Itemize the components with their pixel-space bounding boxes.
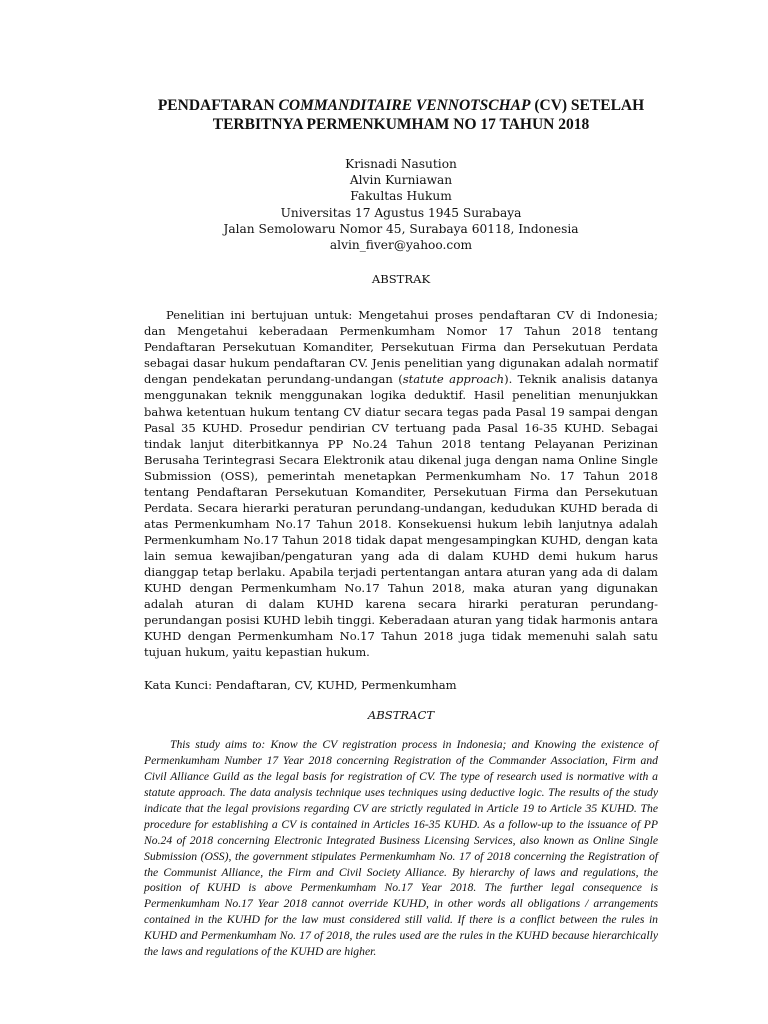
title-part-1: PENDAFTARAN (157, 97, 279, 114)
abstrak-paragraph (144, 307, 658, 660)
author-name-2: Alvin Kurniawan (349, 173, 453, 188)
paper-title (144, 96, 658, 134)
abstrak-text-2: ). Teknik analisis datanya menggunakan teknik menggunakan logika deduktif. Hasil penelitian menunjukkan bahwa ketentuan hukum tentang CV diatur secara tegas pada Pasal 19 sampai dengan Pasal 35 KUHD. Prosedur pendirian CV tertuang pada Pasal 16-35 KUHD. Sebagai tindak lanjut diterbitkannya PP No.24 Tahun 2018 tentang Pelayanan Perizinan Berusaha Terintegrasi Secara Elektronik atau dikenal juga dengan nama Online Single Submission (OSS), pemerintah menetapkan Permenkumham No. 17 Tahun 2018 tentang Pendaftaran Persekutuan Komanditer, Persekutuan Firma dan Persekutuan Perdata. Secara hierarki peraturan perundang-undangan, kedudukan KUHD berada di atas Permenkumham No.17 Tahun 2018. Konsekuensi hukum lebih lanjutnya adalah Permenkumham No.17 Tahun 2018 tidak dapat mengesampingkan KUHD, dengan kata lain semua kewajiban/pengaturan yang ada di dalam KUHD demi hukum harus dianggap tetap berlaku. Apabila terjadi pertentangan antara aturan yang ada di dalam KUHD dengan Permenkumham No.17 Tahun 2018, maka aturan yang digunakan adalah aturan di dalam KUHD karena secara hirarki peraturan perundang-perundangan posisi KUHD lebih tinggi. Keberadaan aturan yang tidak harmonis antara KUHD dengan Permenkumham No.17 Tahun 2018 juga tidak memenuhi salah satu tujuan hukum, yaitu kepastian hukum. (144, 372, 658, 660)
abstract-paragraph: This study aims to: Know the CV registration process in Indonesia; and Knowing the existence of Permenkumham Number 17 Year 2018 concerning Registration of the Commander Association, Firm and Civil Alliance Guild as the legal basis for registration of CV. The type of research used is normative with a statute approach. The data analysis technique uses techniques using deductive logic. The results of the study indicate that the legal provisions regarding CV are strictly regulated in Article 19 to Article 35 KUHD. The procedure for establishing a CV is contained in Articles 16-35 KUHD. As a follow-up to the issuance of PP No.24 of 2018 concerning Electronic Integrated Business Licensing Services, also known as Online Single Submission (OSS), the government stipulates Permenkumham No. 17 of 2018 concerning the Registration of the Communist Alliance, the Firm and Civil Society Alliance. By hierarchy of laws and regulations, the position of KUHD is above Permenkumham No.17 Year 2018. The further legal consequence is Permenkumham No.17 Year 2018 cannot override KUHD, in other words all obligations / arrangements contained in the KUHD for the law must considered still valid. If there is a conflict between the rules in KUHD and Permenkumham No. 17 of 2018, the rules used are the rules in the KUHD because hierarchically the laws and regulations of the KUHD are higher. (144, 738, 658, 959)
abstrak-text-italic: statute approach (402, 372, 505, 387)
title-part-2: (CV) SETELAH TERBITNYA PERMENKUMHAM NO 17 TAHUN 2018 (212, 97, 645, 133)
abstrak-heading: ABSTRAK (371, 272, 431, 287)
author-address: Jalan Semolowaru Nomor 45, Surabaya 60118, Indonesia (223, 221, 579, 236)
keywords-line: Kata Kunci: Pendaftaran, CV, KUHD, Permenkumham (144, 678, 457, 693)
title-italic: COMMANDITAIRE VENNOTSCHAP (278, 97, 531, 114)
author-faculty: Fakultas Hukum (350, 189, 452, 204)
author-email: alvin_fiver@yahoo.com (329, 238, 473, 253)
abstract-heading: ABSTRACT (367, 708, 435, 723)
abstrak-text-1: Penelitian ini bertujuan untuk: Mengetahui proses pendaftaran CV di Indonesia; dan Mengetahui keberadaan Permenkumham Nomor 17 Tahun 2018 tentang Pendaftaran Persekutuan Komanditer, Persekutuan Firma dan Persekutuan Perdata sebagai dasar hukum pendaftaran CV. Jenis penelitian yang digunakan adalah normatif dengan pendekatan perundang-undangan ( (144, 308, 658, 387)
author-block (144, 156, 658, 253)
author-university: Universitas 17 Agustus 1945 Surabaya (280, 205, 522, 220)
author-name-1: Krisnadi Nasution (345, 157, 457, 171)
paper-page (144, 96, 658, 972)
